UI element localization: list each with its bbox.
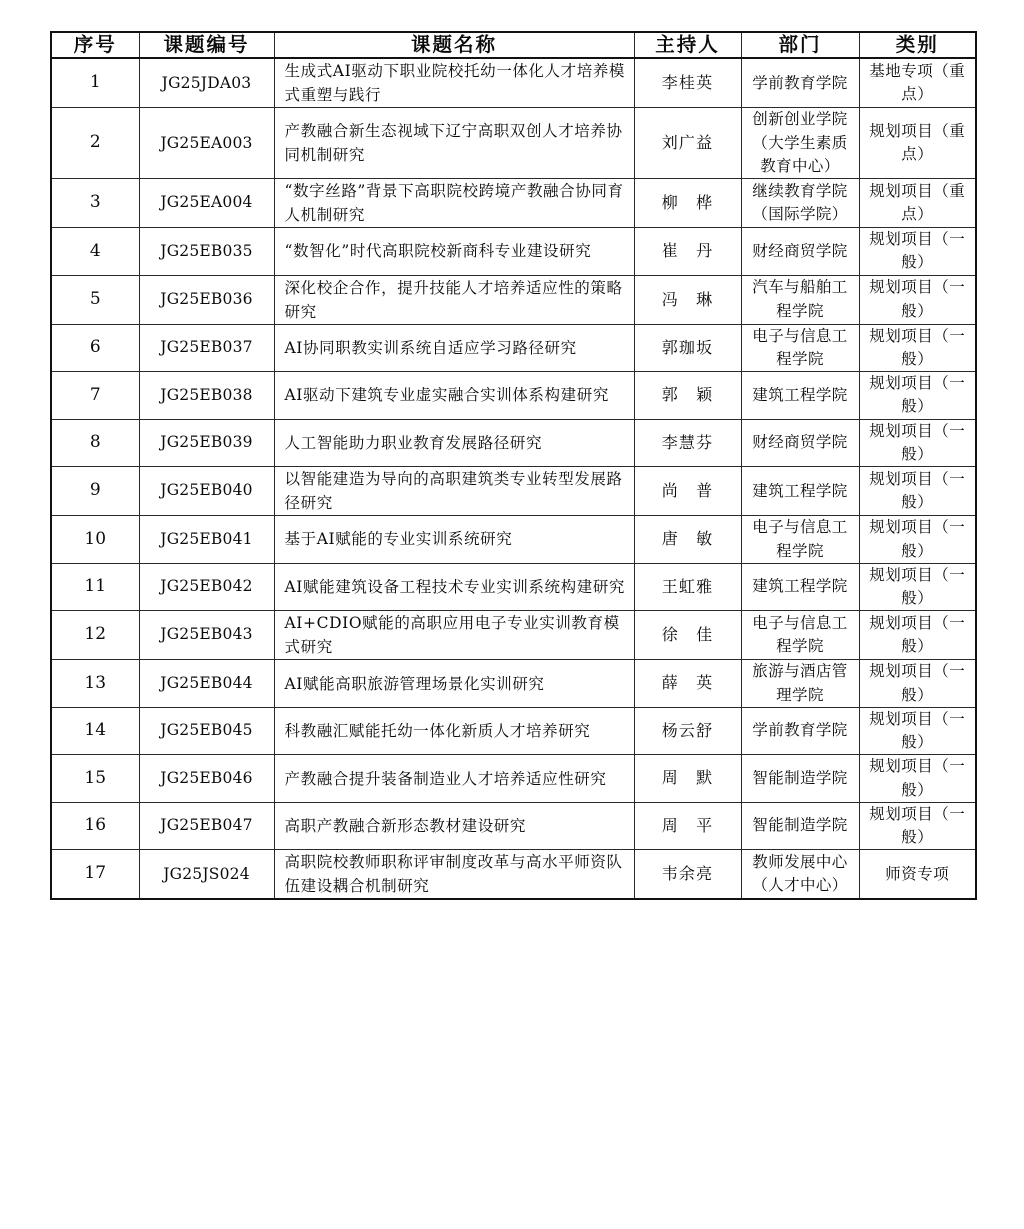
cell-title: 以智能建造为导向的高职建筑类专业转型发展路径研究 xyxy=(274,467,634,516)
table-row xyxy=(51,179,976,228)
cell-title: “数智化”时代高职院校新商科专业建设研究 xyxy=(274,228,634,276)
cell-category: 基地专项（重点） xyxy=(859,58,976,108)
column-header-host: 主持人 xyxy=(634,32,741,58)
cell-category: 规划项目（一般） xyxy=(859,563,976,611)
cell-code: JG25JS024 xyxy=(139,850,274,900)
table-body xyxy=(51,58,976,899)
cell-code: JG25EB039 xyxy=(139,419,274,467)
cell-title: AI赋能高职旅游管理场景化实训研究 xyxy=(274,660,634,708)
cell-dept: 建筑工程学院 xyxy=(741,372,859,420)
cell-host: 冯 琳 xyxy=(634,275,741,324)
cell-code: JG25EA003 xyxy=(139,108,274,179)
cell-dept: 教师发展中心（人才中心） xyxy=(741,850,859,900)
cell-index: 15 xyxy=(51,755,139,803)
cell-index: 2 xyxy=(51,108,139,179)
cell-title: AI赋能建筑设备工程技术专业实训系统构建研究 xyxy=(274,563,634,611)
cell-title: 产教融合新生态视域下辽宁高职双创人才培养协同机制研究 xyxy=(274,108,634,179)
cell-dept: 电子与信息工程学院 xyxy=(741,516,859,564)
cell-title: 高职产教融合新形态教材建设研究 xyxy=(274,802,634,850)
cell-title: 高职院校教师职称评审制度改革与高水平师资队伍建设耦合机制研究 xyxy=(274,850,634,900)
table-row xyxy=(51,660,976,708)
cell-code: JG25EB037 xyxy=(139,324,274,372)
cell-category: 规划项目（一般） xyxy=(859,228,976,276)
table-row xyxy=(51,372,976,420)
cell-code: JG25EB043 xyxy=(139,611,274,660)
cell-dept: 财经商贸学院 xyxy=(741,228,859,276)
cell-category: 规划项目（一般） xyxy=(859,755,976,803)
cell-category: 规划项目（一般） xyxy=(859,707,976,755)
cell-title: AI协同职教实训系统自适应学习路径研究 xyxy=(274,324,634,372)
cell-category: 规划项目（重点） xyxy=(859,108,976,179)
column-header-category: 类别 xyxy=(859,32,976,58)
cell-title: AI驱动下建筑专业虚实融合实训体系构建研究 xyxy=(274,372,634,420)
column-header-index: 序号 xyxy=(51,32,139,58)
cell-category: 规划项目（一般） xyxy=(859,611,976,660)
cell-title: 深化校企合作，提升技能人才培养适应性的策略研究 xyxy=(274,275,634,324)
column-header-dept: 部门 xyxy=(741,32,859,58)
table-row xyxy=(51,467,976,516)
header-row xyxy=(51,32,976,58)
cell-dept: 智能制造学院 xyxy=(741,802,859,850)
cell-host: 周 平 xyxy=(634,802,741,850)
cell-index: 6 xyxy=(51,324,139,372)
cell-dept: 继续教育学院（国际学院） xyxy=(741,179,859,228)
cell-dept: 电子与信息工程学院 xyxy=(741,611,859,660)
cell-code: JG25EB036 xyxy=(139,275,274,324)
project-table-container xyxy=(50,31,975,900)
cell-index: 1 xyxy=(51,58,139,108)
cell-host: 徐 佳 xyxy=(634,611,741,660)
cell-host: 唐 敏 xyxy=(634,516,741,564)
cell-code: JG25EB038 xyxy=(139,372,274,420)
cell-dept: 建筑工程学院 xyxy=(741,563,859,611)
cell-category: 规划项目（一般） xyxy=(859,467,976,516)
cell-code: JG25EB045 xyxy=(139,707,274,755)
cell-dept: 汽车与船舶工程学院 xyxy=(741,275,859,324)
cell-code: JG25EB042 xyxy=(139,563,274,611)
cell-dept: 电子与信息工程学院 xyxy=(741,324,859,372)
cell-code: JG25EB040 xyxy=(139,467,274,516)
cell-index: 10 xyxy=(51,516,139,564)
cell-host: 郭珈坂 xyxy=(634,324,741,372)
cell-host: 尚 普 xyxy=(634,467,741,516)
cell-title: 人工智能助力职业教育发展路径研究 xyxy=(274,419,634,467)
cell-category: 师资专项 xyxy=(859,850,976,900)
table-row xyxy=(51,275,976,324)
cell-category: 规划项目（一般） xyxy=(859,419,976,467)
cell-category: 规划项目（一般） xyxy=(859,660,976,708)
cell-host: 郭 颖 xyxy=(634,372,741,420)
cell-index: 4 xyxy=(51,228,139,276)
cell-category: 规划项目（一般） xyxy=(859,516,976,564)
cell-code: JG25EB041 xyxy=(139,516,274,564)
table-row xyxy=(51,419,976,467)
cell-code: JG25JDA03 xyxy=(139,58,274,108)
cell-code: JG25EB047 xyxy=(139,802,274,850)
cell-category: 规划项目（一般） xyxy=(859,275,976,324)
cell-host: 李慧芬 xyxy=(634,419,741,467)
cell-title: 生成式AI驱动下职业院校托幼一体化人才培养模式重塑与践行 xyxy=(274,58,634,108)
cell-dept: 学前教育学院 xyxy=(741,707,859,755)
cell-category: 规划项目（一般） xyxy=(859,324,976,372)
cell-host: 周 默 xyxy=(634,755,741,803)
cell-dept: 学前教育学院 xyxy=(741,58,859,108)
cell-index: 7 xyxy=(51,372,139,420)
column-header-code: 课题编号 xyxy=(139,32,274,58)
table-row xyxy=(51,563,976,611)
table-row xyxy=(51,802,976,850)
cell-title: AI+CDIO赋能的高职应用电子专业实训教育模式研究 xyxy=(274,611,634,660)
cell-code: JG25EA004 xyxy=(139,179,274,228)
cell-code: JG25EB044 xyxy=(139,660,274,708)
cell-index: 17 xyxy=(51,850,139,900)
cell-dept: 创新创业学院（大学生素质教育中心） xyxy=(741,108,859,179)
cell-index: 16 xyxy=(51,802,139,850)
cell-host: 刘广益 xyxy=(634,108,741,179)
project-table xyxy=(50,31,977,900)
column-header-title: 课题名称 xyxy=(274,32,634,58)
cell-index: 9 xyxy=(51,467,139,516)
cell-category: 规划项目（一般） xyxy=(859,802,976,850)
cell-dept: 智能制造学院 xyxy=(741,755,859,803)
cell-host: 薛 英 xyxy=(634,660,741,708)
table-row xyxy=(51,108,976,179)
cell-title: “数字丝路”背景下高职院校跨境产教融合协同育人机制研究 xyxy=(274,179,634,228)
cell-host: 柳 桦 xyxy=(634,179,741,228)
cell-code: JG25EB035 xyxy=(139,228,274,276)
cell-index: 14 xyxy=(51,707,139,755)
page-bottom-margin xyxy=(0,1219,1024,1229)
cell-title: 基于AI赋能的专业实训系统研究 xyxy=(274,516,634,564)
table-row xyxy=(51,58,976,108)
table-row xyxy=(51,755,976,803)
cell-title: 科教融汇赋能托幼一体化新质人才培养研究 xyxy=(274,707,634,755)
table-row xyxy=(51,611,976,660)
cell-index: 12 xyxy=(51,611,139,660)
cell-index: 3 xyxy=(51,179,139,228)
cell-code: JG25EB046 xyxy=(139,755,274,803)
cell-host: 杨云舒 xyxy=(634,707,741,755)
cell-index: 11 xyxy=(51,563,139,611)
cell-category: 规划项目（重点） xyxy=(859,179,976,228)
cell-host: 李桂英 xyxy=(634,58,741,108)
cell-title: 产教融合提升装备制造业人才培养适应性研究 xyxy=(274,755,634,803)
cell-dept: 建筑工程学院 xyxy=(741,467,859,516)
cell-host: 王虹雅 xyxy=(634,563,741,611)
cell-index: 13 xyxy=(51,660,139,708)
cell-host: 韦余亮 xyxy=(634,850,741,900)
cell-host: 崔 丹 xyxy=(634,228,741,276)
cell-dept: 旅游与酒店管理学院 xyxy=(741,660,859,708)
table-row xyxy=(51,516,976,564)
table-row xyxy=(51,228,976,276)
cell-index: 5 xyxy=(51,275,139,324)
cell-category: 规划项目（一般） xyxy=(859,372,976,420)
table-row xyxy=(51,324,976,372)
table-row xyxy=(51,707,976,755)
table-header xyxy=(51,32,976,58)
cell-index: 8 xyxy=(51,419,139,467)
table-row xyxy=(51,850,976,900)
cell-dept: 财经商贸学院 xyxy=(741,419,859,467)
